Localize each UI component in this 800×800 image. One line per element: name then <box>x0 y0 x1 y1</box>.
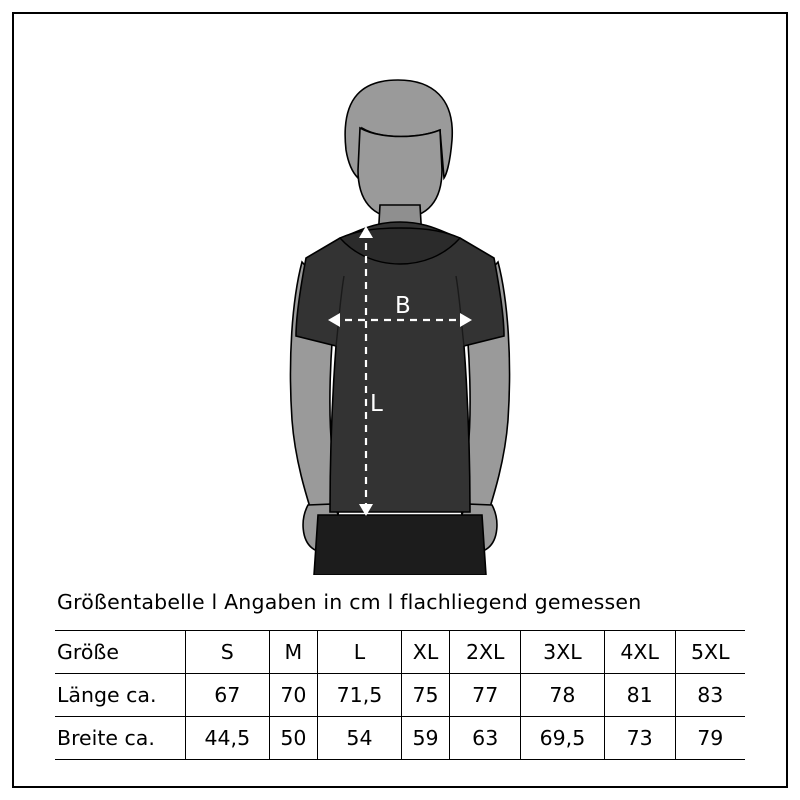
cell-width-4xl: 73 <box>604 717 675 760</box>
cell-length-m: 70 <box>269 674 318 717</box>
cell-length-5xl: 83 <box>675 674 745 717</box>
cell-size-l: L <box>318 631 402 674</box>
cell-width-s: 44,5 <box>186 717 270 760</box>
cell-width-5xl: 79 <box>675 717 745 760</box>
cell-width-xl: 59 <box>401 717 450 760</box>
cell-length-4xl: 81 <box>604 674 675 717</box>
row-header-width: Breite ca. <box>55 717 186 760</box>
cell-size-s: S <box>186 631 270 674</box>
cell-length-l: 71,5 <box>318 674 402 717</box>
table-row <box>55 717 745 760</box>
cell-size-xl: XL <box>401 631 450 674</box>
length-label: L <box>370 391 383 417</box>
cell-width-2xl: 63 <box>450 717 521 760</box>
cell-length-3xl: 78 <box>521 674 605 717</box>
cell-length-xl: 75 <box>401 674 450 717</box>
cell-width-l: 54 <box>318 717 402 760</box>
table-row <box>55 674 745 717</box>
cell-size-2xl: 2XL <box>450 631 521 674</box>
cell-width-3xl: 69,5 <box>521 717 605 760</box>
cell-size-m: M <box>269 631 318 674</box>
cell-length-2xl: 77 <box>450 674 521 717</box>
shorts-shape <box>314 515 486 575</box>
cell-width-m: 50 <box>269 717 318 760</box>
cell-size-3xl: 3XL <box>521 631 605 674</box>
cell-size-5xl: 5XL <box>675 631 745 674</box>
cell-length-s: 67 <box>186 674 270 717</box>
row-header-length: Länge ca. <box>55 674 186 717</box>
row-header-size: Größe <box>55 631 186 674</box>
width-label: B <box>395 293 411 319</box>
size-table <box>55 630 745 760</box>
size-table-area <box>0 575 800 800</box>
table-row <box>55 631 745 674</box>
table-caption: Größentabelle l Angaben in cm l flachliegend gemessen <box>57 590 642 614</box>
cell-size-4xl: 4XL <box>604 631 675 674</box>
